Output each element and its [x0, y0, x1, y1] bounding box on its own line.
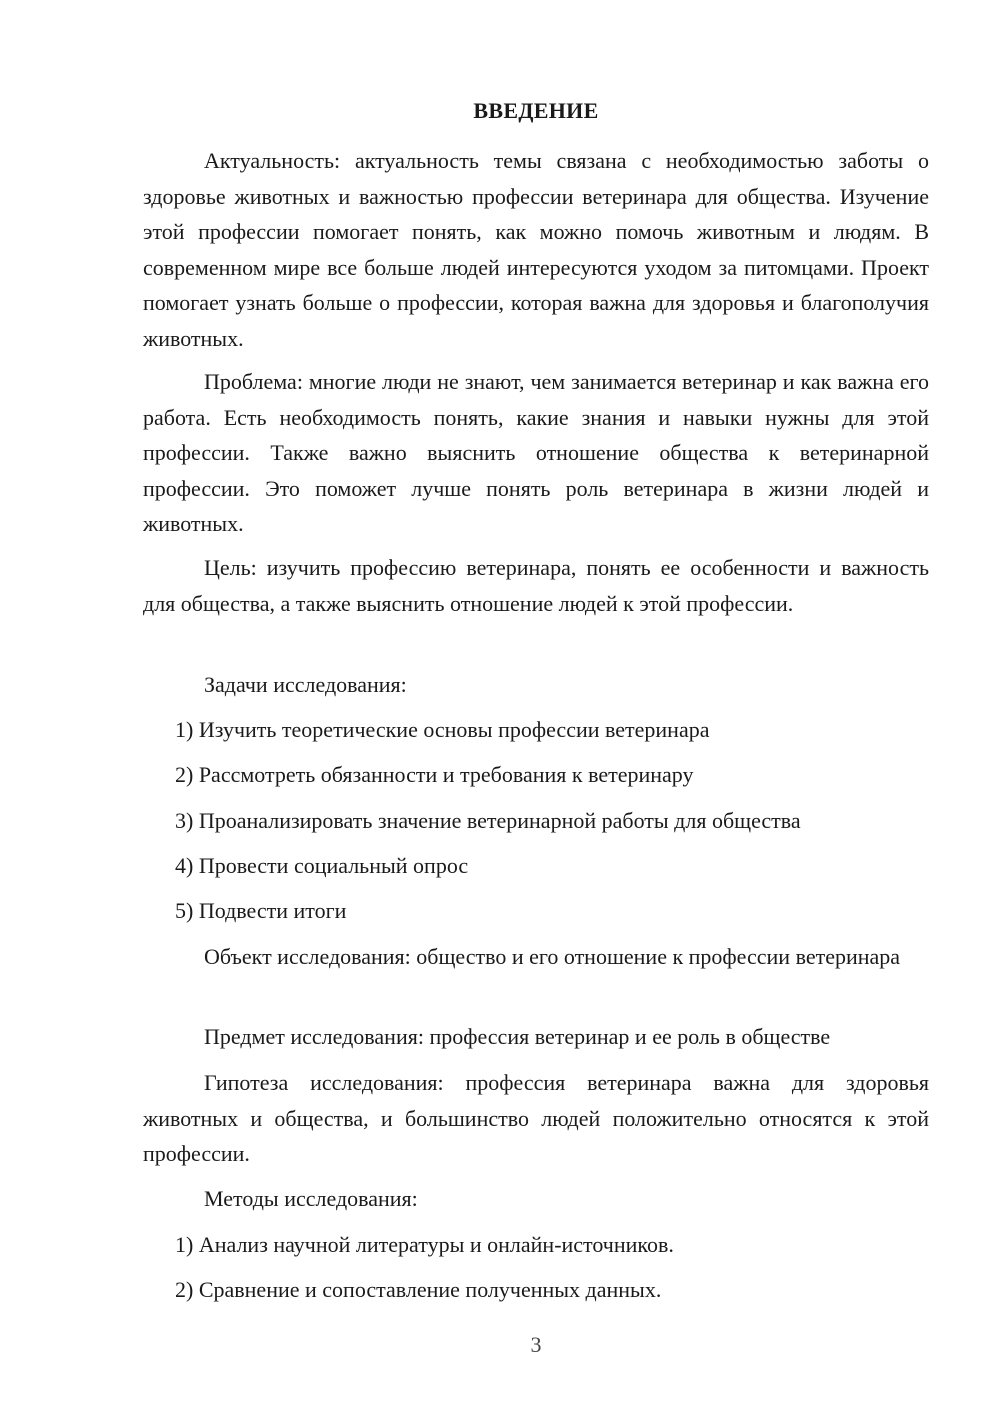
task-list-item: 1) Изучить теоретические основы профессии ветеринара — [175, 717, 710, 742]
subject-paragraph: Предмет исследования: профессия ветеринар и ее роль в обществе — [204, 1024, 831, 1049]
problem-paragraph: Проблема: многие люди не знают, чем занимается ветеринар и как важна его работа. Есть необходимость понять, какие знания и навыки нужны для этой профессии. Также важно выяснить отношение общества к ветеринарной профессии. Это поможет лучше понять роль ветеринара в жизни людей и животных. — [143, 369, 929, 536]
page-number: 3 — [530, 1332, 542, 1357]
task-list-item: 5) Подвести итоги — [175, 898, 347, 923]
task-list-item: 4) Провести социальный опрос — [175, 853, 469, 878]
goal-paragraph: Цель: изучить профессию ветеринара, понять ее особенности и важность для общества, а также выяснить отношение людей к этой профессии. — [143, 555, 929, 616]
tasks-heading: Задачи исследования: — [204, 672, 407, 697]
relevance-paragraph: Актуальность: актуальность темы связана с необходимостью заботы о здоровье животных и важностью профессии ветеринара для общества. Изучение этой профессии помогает понять, как можно помочь животным и людям. В современном мире все больше людей интересуются уходом за питомцами. Проект помогает узнать больше о профессии, которая важна для здоровья и благополучия животных. — [143, 148, 929, 351]
object-paragraph: Объект исследования: общество и его отношение к профессии ветеринара — [204, 944, 901, 969]
task-list-item: 3) Проанализировать значение ветеринарной работы для общества — [175, 808, 801, 833]
page-title: ВВЕДЕНИЕ — [473, 98, 599, 123]
method-list-item: 1) Анализ научной литературы и онлайн-источников. — [175, 1232, 674, 1257]
task-list-item: 2) Рассмотреть обязанности и требования к ветеринару — [175, 762, 694, 787]
method-list-item: 2) Сравнение и сопоставление полученных данных. — [175, 1277, 662, 1302]
methods-heading: Методы исследования: — [204, 1186, 418, 1211]
hypothesis-paragraph: Гипотеза исследования: профессия ветеринара важна для здоровья животных и общества, и большинство людей положительно относятся к этой профессии. — [143, 1070, 929, 1166]
